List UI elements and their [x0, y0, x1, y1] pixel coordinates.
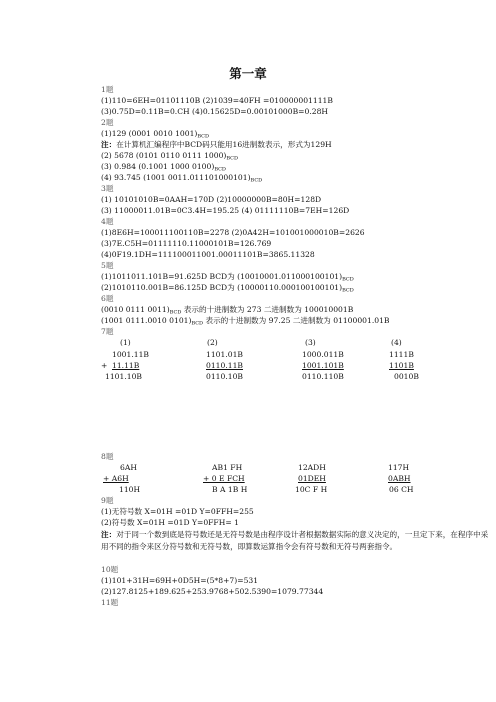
q7-c1-r3: 1101.10B: [105, 372, 142, 381]
q9-line-1: (1)无符号数 X=01H =01D Y=0FFH=255: [101, 507, 254, 516]
q2-line-3: (3) 0.984 (0.1001 1000 $0100)_{BCD}$: [101, 162, 226, 173]
q7-c3-r1: 1000.011B: [302, 350, 344, 359]
q6-line-2: (1001 0111.0010 $0101)_{BCD}$ 表示的十进制数为 97.25 二进制数为 01100001.01B: [101, 316, 390, 327]
q7-col-4-head: (4): [391, 338, 402, 347]
question-11-heading: 11题: [101, 598, 119, 607]
q7-c2-r2: 0110.11B: [206, 361, 243, 370]
q3-line-2: (3) 11000011.01B=0C3.4H=195.25 (4) 01111110B=7EH=126D: [101, 206, 350, 215]
q7-c2-r1: 1101.01B: [206, 350, 243, 359]
q8-c2-r3: B A 1B H: [212, 485, 248, 494]
q9-note: 注：对于同一个数到底是符号数还是无符号数是由程序设计者根据数据实际的意义决定的，一旦定下来，在程序中采用不同的指令来区分符号数和无符号数，即算数运算指令会有符号数和无符号两套指令。: [101, 530, 489, 551]
q8-c3-r1: 12ADH: [298, 463, 326, 472]
question-2-heading: 2题: [101, 118, 114, 127]
q5-line-2: (2)1010110.001B=86.125D BCD为 $(10000110.000100100101)_{BCD}$: [101, 283, 354, 294]
q7-col-2-head: (2): [207, 338, 218, 347]
q7-c4-r1: 1111B: [389, 350, 414, 359]
q1-line-1: (1)110=6EH=01101110B (2)1039=40FH =010000001111B: [101, 96, 333, 105]
question-5-heading: 5题: [101, 261, 114, 270]
q7-c4-r2: 1101B: [389, 361, 414, 370]
q9-line-2: (2)符号数 X=01H =01D Y=0FFH= 1: [101, 518, 239, 527]
q8-c2-r1: AB1 FH: [212, 463, 243, 472]
q4-line-3: (4)0F19.1DH=111100011001.00011101B=3865.11328: [101, 250, 315, 259]
q7-plus-sign: +: [101, 361, 108, 370]
q2-line-2: (2) 5678 (0101 0110 0111 $1000)_{BCD}$: [101, 151, 238, 162]
q7-c4-r3: 0010B: [394, 372, 419, 381]
q3-line-1: (1) 10101010B=0AAH=170D (2)10000000B=80H=128D: [101, 195, 322, 204]
q7-c1-r1: 1001.11B: [112, 350, 149, 359]
q7-c3-r3: 0110.110B: [302, 372, 344, 381]
q8-c4-r1: 117H: [388, 463, 410, 472]
question-8-heading: 8题: [101, 452, 114, 461]
q8-c2-r2: + 0 E FCH: [203, 474, 245, 483]
q2-note: 注：在计算机汇编程序中BCD码只能用16进制数表示，形式为129H: [101, 140, 332, 149]
q8-c4-r3: 06 CH: [389, 485, 414, 494]
q4-line-2: (3)7E.C5H=01111110.11000101B=126.769: [101, 239, 272, 248]
q7-col-3-head: (3): [305, 338, 316, 347]
question-7-heading: 7题: [101, 327, 114, 336]
q2-line-4: (4) 93.745 (1001 $0011.011101000101)_{BCD}$: [101, 173, 263, 184]
q8-c1-r3: 110H: [119, 485, 141, 494]
question-6-heading: 6题: [101, 294, 114, 303]
q7-col-1-head: (1): [120, 338, 131, 347]
question-1-heading: 1题: [101, 85, 114, 94]
question-10-heading: 10题: [101, 565, 119, 574]
question-9-heading: 9题: [101, 496, 114, 505]
q7-c1-r2: 11.11B: [112, 361, 140, 370]
q7-c3-r2: 1001.101B: [302, 361, 344, 370]
question-3-heading: 3题: [101, 184, 114, 193]
q6-line-1: (0010 0111 $0011)_{BCD}$ 表示的十进制数为 273 二进制数为 100010001B: [101, 305, 354, 316]
q10-line-1: (1)101+31H=69H+0D5H=(5*8+7)=531: [101, 576, 259, 585]
q7-c2-r3: 0110.10B: [206, 372, 243, 381]
q8-c1-r2: + A6H: [103, 474, 129, 483]
q2-line-1: (1)129 (0001 0010 $1001)_{BCD}$: [101, 129, 210, 140]
q1-line-2: (3)0.75D=0.11B=0.CH (4)0.15625D=0.00101000B=0.28H: [101, 107, 329, 116]
page-title: 第一章: [229, 66, 267, 81]
q8-c4-r2: 0ABH: [388, 474, 411, 483]
q8-c3-r2: 01DEH: [298, 474, 326, 483]
q4-line-1: (1)8E6H=100011100110B=2278 (2)0A42H=101001000010B=2626: [101, 228, 365, 237]
q5-line-1: (1)1011011.101B=91.625D BCD为 $(10010001.011000100101)_{BCD}$: [101, 272, 354, 283]
q8-c1-r1: 6AH: [120, 463, 137, 472]
question-4-heading: 4题: [101, 217, 114, 226]
q8-c3-r3: 10C F H: [295, 485, 328, 494]
q10-line-2: (2)127.8125+189.625+253.9768+502.5390=1079.77344: [101, 587, 324, 596]
